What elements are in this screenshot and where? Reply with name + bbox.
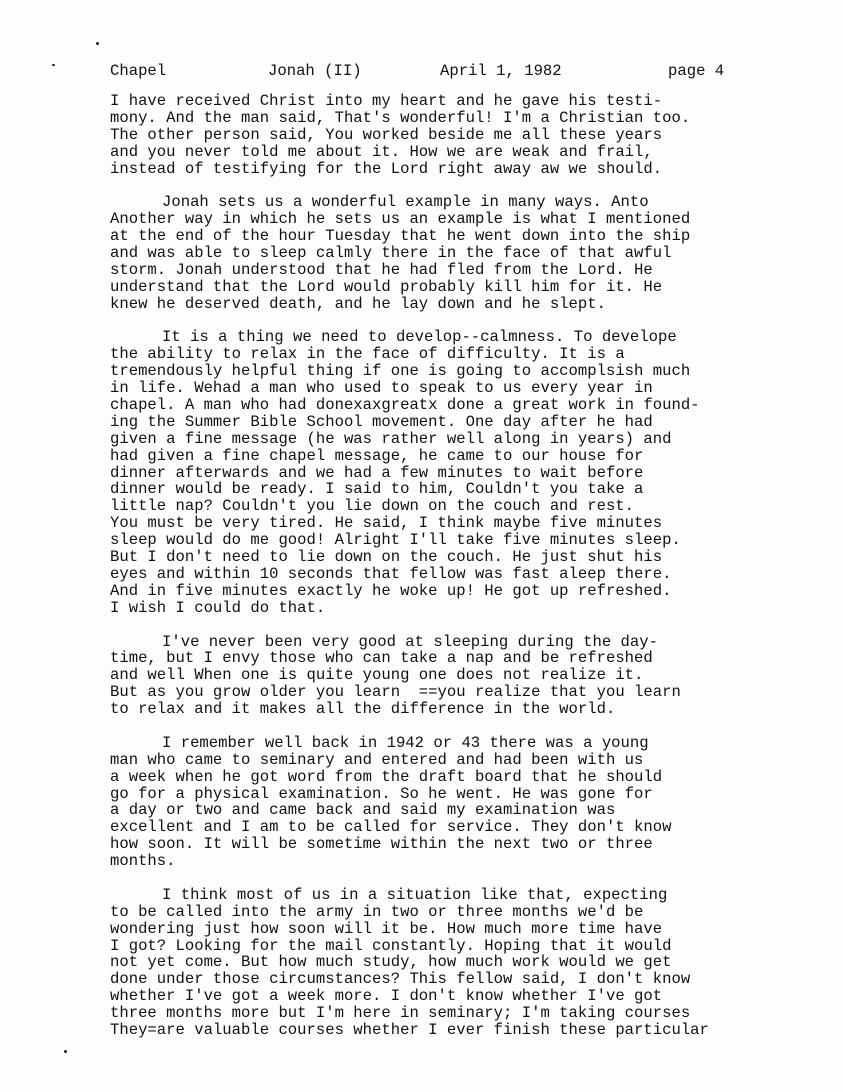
text-line: months. (110, 852, 176, 871)
header-section: Chapel (110, 62, 167, 80)
text-line: The other person said, You worked beside me all these years (110, 125, 663, 144)
text-line: a day or two and came back and said my examination was (110, 801, 616, 820)
text-line: whether I've got a week more. I don't know whether I've got (110, 987, 663, 1006)
text-line: ing the Summer Bible School movement. One day after he had (110, 412, 653, 431)
text-line: Jonah sets us a wonderful example in many ways. Anto (162, 193, 649, 212)
text-line: But I don't need to lie down on the couch. He just shut his (110, 548, 663, 567)
text-line: and well When one is quite young one does not realize it. (110, 666, 644, 685)
paragraph (110, 93, 790, 177)
text-line: They=are valuable courses whether I ever finish these particular (110, 1020, 709, 1039)
text-line: and was able to sleep calmly there in the face of that awful (110, 244, 672, 263)
page-header (110, 60, 750, 82)
text-line: I have received Christ into my heart and he gave his testi- (110, 92, 663, 110)
text-line: understand that the Lord would probably kill him for it. He (110, 277, 663, 296)
paragraph (110, 329, 790, 616)
text-line: how soon. It will be sometime within the next two or three (110, 835, 653, 854)
text-line: to be called into the army in two or three months we'd be (110, 902, 644, 921)
text-line: storm. Jonah understood that he had fled from the Lord. He (110, 260, 653, 279)
header-title: Jonah (II) (268, 62, 362, 80)
paragraph (110, 887, 790, 1039)
text-line: in life. Wehad a man who used to speak to us every year in (110, 379, 653, 398)
paragraph (110, 194, 790, 312)
text-line: dinner would be ready. I said to him, Couldn't you take a (110, 480, 644, 499)
text-line: tremendously helpful thing if one is going to accomplsish much (110, 362, 691, 381)
text-line: mony. And the man said, That's wonderful! I'm a Christian too. (110, 108, 691, 127)
header-date: April 1, 1982 (440, 62, 562, 80)
text-line: You must be very tired. He said, I think maybe five minutes (110, 514, 663, 533)
speck-mark (96, 42, 99, 45)
text-line: I think most of us in a situation like that, expecting (162, 885, 668, 904)
text-line: go for a physical examination. So he went. He was gone for (110, 784, 653, 803)
text-line: chapel. A man who had donexaxgreatx done a great work in found- (110, 396, 700, 415)
text-line: wondering just how soon will it be. How much more time have (110, 919, 663, 938)
text-line: dinner afterwards and we had a few minutes to wait before (110, 463, 644, 482)
text-line: man who came to seminary and entered and had been with us (110, 750, 644, 769)
text-line: time, but I envy those who can take a nap and be refreshed (110, 649, 653, 668)
text-line: It is a thing we need to develop--calmness. To develope (162, 328, 677, 347)
text-line: given a fine message (he was rather well along in years) and (110, 429, 672, 448)
speck-mark (64, 1050, 67, 1053)
text-line: a week when he got word from the draft board that he should (110, 767, 663, 786)
text-line: done under those circumstances? This fellow said, I don't know (110, 970, 691, 989)
text-line: And in five minutes exactly he woke up! He got up refreshed. (110, 581, 672, 600)
text-line: I remember well back in 1942 or 43 there was a young (162, 733, 649, 752)
text-line: eyes and within 10 seconds that fellow was fast aleep there. (110, 564, 672, 583)
text-line: the ability to relax in the face of difficulty. It is a (110, 345, 625, 364)
header-page-number: page 4 (668, 62, 725, 80)
paragraph (110, 735, 790, 870)
text-line: excellent and I am to be called for service. They don't know (110, 818, 672, 837)
text-line: I wish I could do that. (110, 598, 326, 617)
text-line: three months more but I'm here in seminary; I'm taking courses (110, 1004, 691, 1023)
text-line: at the end of the hour Tuesday that he went down into the ship (110, 227, 691, 246)
text-line: sleep would do me good! Alright I'll take five minutes sleep. (110, 531, 681, 550)
text-line: knew he deserved death, and he lay down and he slept. (110, 294, 606, 313)
text-line: Another way in which he sets us an example is what I mentioned (110, 210, 691, 229)
text-line: But as you grow older you learn ==you realize that you learn (110, 683, 681, 702)
document-body (110, 93, 790, 1056)
text-line: had given a fine chapel message, he came to our house for (110, 446, 644, 465)
text-line: to relax and it makes all the difference in the world. (110, 700, 616, 719)
text-line: instead of testifying for the Lord right away aw we should. (110, 159, 663, 178)
paragraph (110, 634, 790, 718)
text-line: not yet come. But how much study, how much work would we get (110, 953, 672, 972)
speck-mark (52, 64, 55, 66)
text-line: I got? Looking for the mail constantly. Hoping that it would (110, 936, 672, 955)
text-line: I've never been very good at sleeping during the day- (162, 632, 658, 651)
text-line: and you never told me about it. How we are weak and frail, (110, 142, 653, 161)
text-line: little nap? Couldn't you lie down on the couch and rest. (110, 497, 635, 516)
